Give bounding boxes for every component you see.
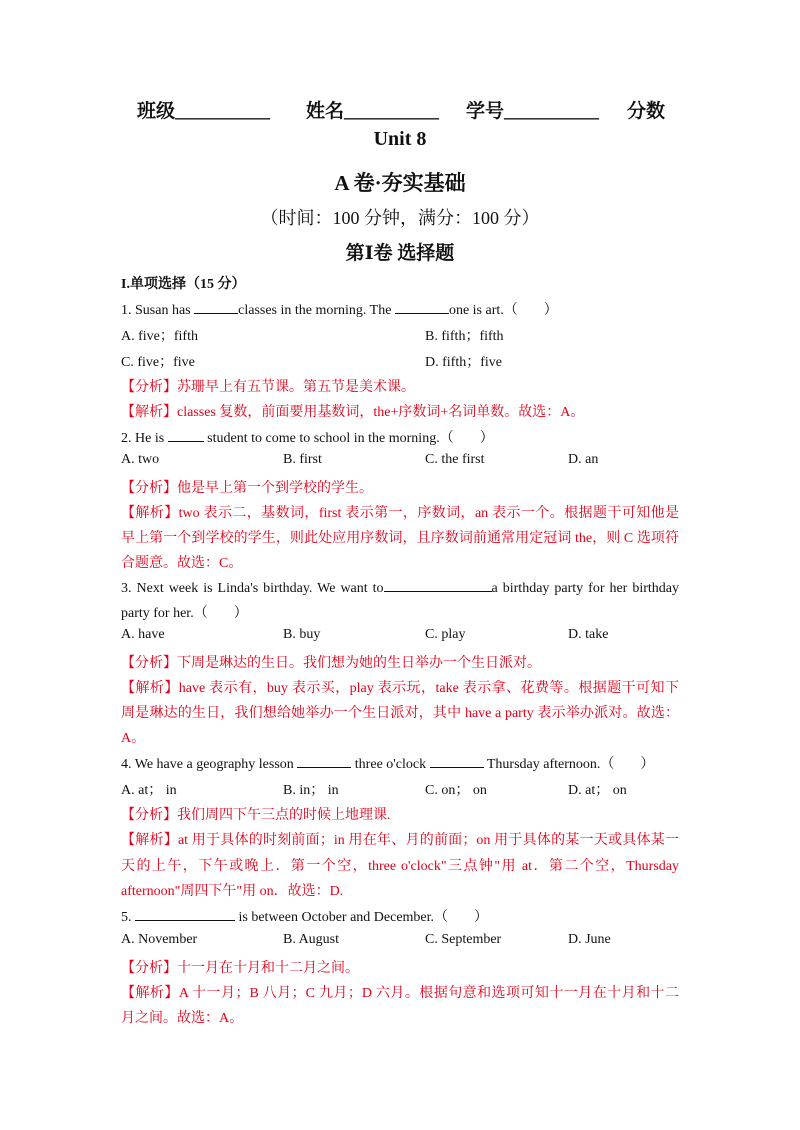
stem-part: student to come to school in the morning.（ — [203, 431, 454, 446]
question-3-analysis: 【分析】下周是琳达的生日。我们想为她的生日举办一个生日派对。 — [121, 656, 541, 671]
question-3-explanation: 【解析】have 表示有，buy 表示买，play 表示玩，take 表示拿、花费等。根据题干可知下 — [121, 681, 679, 696]
option-c: C. September — [425, 932, 502, 947]
answer-blank — [194, 299, 238, 314]
question-2-stem — [121, 427, 494, 447]
question-4-explanation: 天的上午，下午或晚上．第一个空，three o'clock"三点钟"用 at．第二个空，Thursday — [121, 859, 679, 874]
option-b: B. August — [283, 932, 340, 947]
question-1-analysis: 【分析】苏珊早上有五节课。第五节是美术课。 — [121, 380, 415, 395]
option-a: A. five；fifth — [121, 329, 198, 344]
question-1-explanation: 【解析】classes 复数，前面要用基数词，the+序数词+名词单数。故选：A。 — [121, 405, 585, 420]
question-5-analysis: 【分析】十一月在十月和十二月之间。 — [121, 961, 359, 976]
option-c: C. play — [425, 627, 466, 642]
option-b: B. fifth；fifth — [425, 329, 504, 344]
option-d: D. at； on — [568, 783, 627, 798]
option-a: A. November — [121, 932, 198, 947]
student-id-field: 学号__________ — [466, 101, 600, 122]
question-3-explanation: A。 — [121, 731, 146, 746]
question-2-explanation: 早上第一个到学校的学生，则此处应用序数词，且序数词前通常用定冠词 the，则 C 选项符 — [121, 531, 679, 546]
stem-part: 1. Susan has — [121, 303, 195, 318]
option-d: D. June — [568, 932, 611, 947]
option-c: C. the first — [425, 452, 485, 467]
stem-part: three o'clock — [351, 757, 430, 772]
answer-blank — [297, 753, 351, 768]
question-5-stem — [121, 906, 488, 926]
question-3-stem — [121, 577, 679, 597]
stem-part: a birthday party for her birthday — [491, 581, 679, 596]
stem-part: one is art.（ — [448, 303, 518, 318]
stem-part: 4. We have a geography lesson — [121, 757, 298, 772]
stem-part: is between October and December.（ — [235, 910, 449, 925]
option-c: C. on； on — [425, 783, 487, 798]
option-b: B. in； in — [283, 783, 339, 798]
stem-part: ） — [640, 757, 655, 772]
option-a: A. at； in — [121, 783, 177, 798]
question-4-analysis: 【分析】我们周四下午三点的时候上地理课. — [121, 808, 391, 823]
question-2-explanation: 合题意。故选：C。 — [121, 556, 243, 571]
class-field: 班级__________ — [137, 101, 271, 122]
stem-part: ） — [543, 303, 558, 318]
volume-title: 第Ⅰ卷 选择题 — [345, 243, 455, 264]
answer-blank — [384, 577, 492, 592]
stem-part: Thursday afternoon.（ — [483, 757, 615, 772]
score-field: 分数 — [627, 101, 666, 122]
name-field: 姓名__________ — [306, 101, 440, 122]
question-4-explanation: afternoon"周四下午"用 on．故选：D. — [121, 884, 344, 899]
answer-blank — [168, 427, 204, 442]
question-4-stem — [121, 753, 654, 773]
stem-part: ） — [474, 910, 489, 925]
option-d: D. fifth；five — [425, 355, 502, 370]
option-a: A. have — [121, 627, 165, 642]
question-2-analysis: 【分析】他是早上第一个到学校的学生。 — [121, 481, 373, 496]
option-d: D. an — [568, 452, 599, 467]
question-2-explanation: 【解析】two 表示二，基数词，first 表示第一，序数词，an 表示一个。根据题干可知他是 — [121, 506, 679, 521]
answer-blank — [395, 299, 449, 314]
question-3-stem-cont — [121, 602, 248, 622]
unit-title: Unit 8 — [373, 128, 427, 150]
stem-part: ） — [479, 431, 494, 446]
stem-part: party for her.（ — [121, 606, 208, 621]
question-5-explanation: 【解析】A 十一月；B 八月；C 九月；D 六月。根据句意和选项可知十一月在十月和十二 — [121, 986, 679, 1001]
option-b: B. buy — [283, 627, 321, 642]
answer-blank — [430, 753, 484, 768]
stem-part: ） — [233, 606, 248, 621]
option-c: C. five；five — [121, 355, 195, 370]
question-3-explanation: 周是琳达的生日，我们想给她举办一个生日派对，其中 have a party 表示举办派对。故选： — [121, 706, 679, 721]
option-a: A. two — [121, 452, 160, 467]
time-note: （时间：100 分钟，满分：100 分） — [260, 208, 540, 228]
question-5-explanation: 月之间。故选：A。 — [121, 1011, 244, 1026]
stem-part: 3. Next week is Linda's birthday. We want to — [121, 581, 384, 596]
question-4-explanation: 【解析】at 用于具体的时刻前面；in 用在年、月的前面；on 用于具体的某一天或具体某一 — [121, 833, 679, 848]
section-title: I.单项选择（15 分） — [121, 277, 246, 292]
option-d: D. take — [568, 627, 609, 642]
question-1-stem — [121, 299, 558, 319]
option-b: B. first — [283, 452, 322, 467]
stem-part: classes in the morning. The — [238, 303, 395, 318]
stem-part: 5. — [121, 910, 135, 925]
stem-part: 2. He is — [121, 431, 168, 446]
paper-title: A 卷·夯实基础 — [334, 171, 466, 195]
answer-blank — [135, 906, 235, 921]
